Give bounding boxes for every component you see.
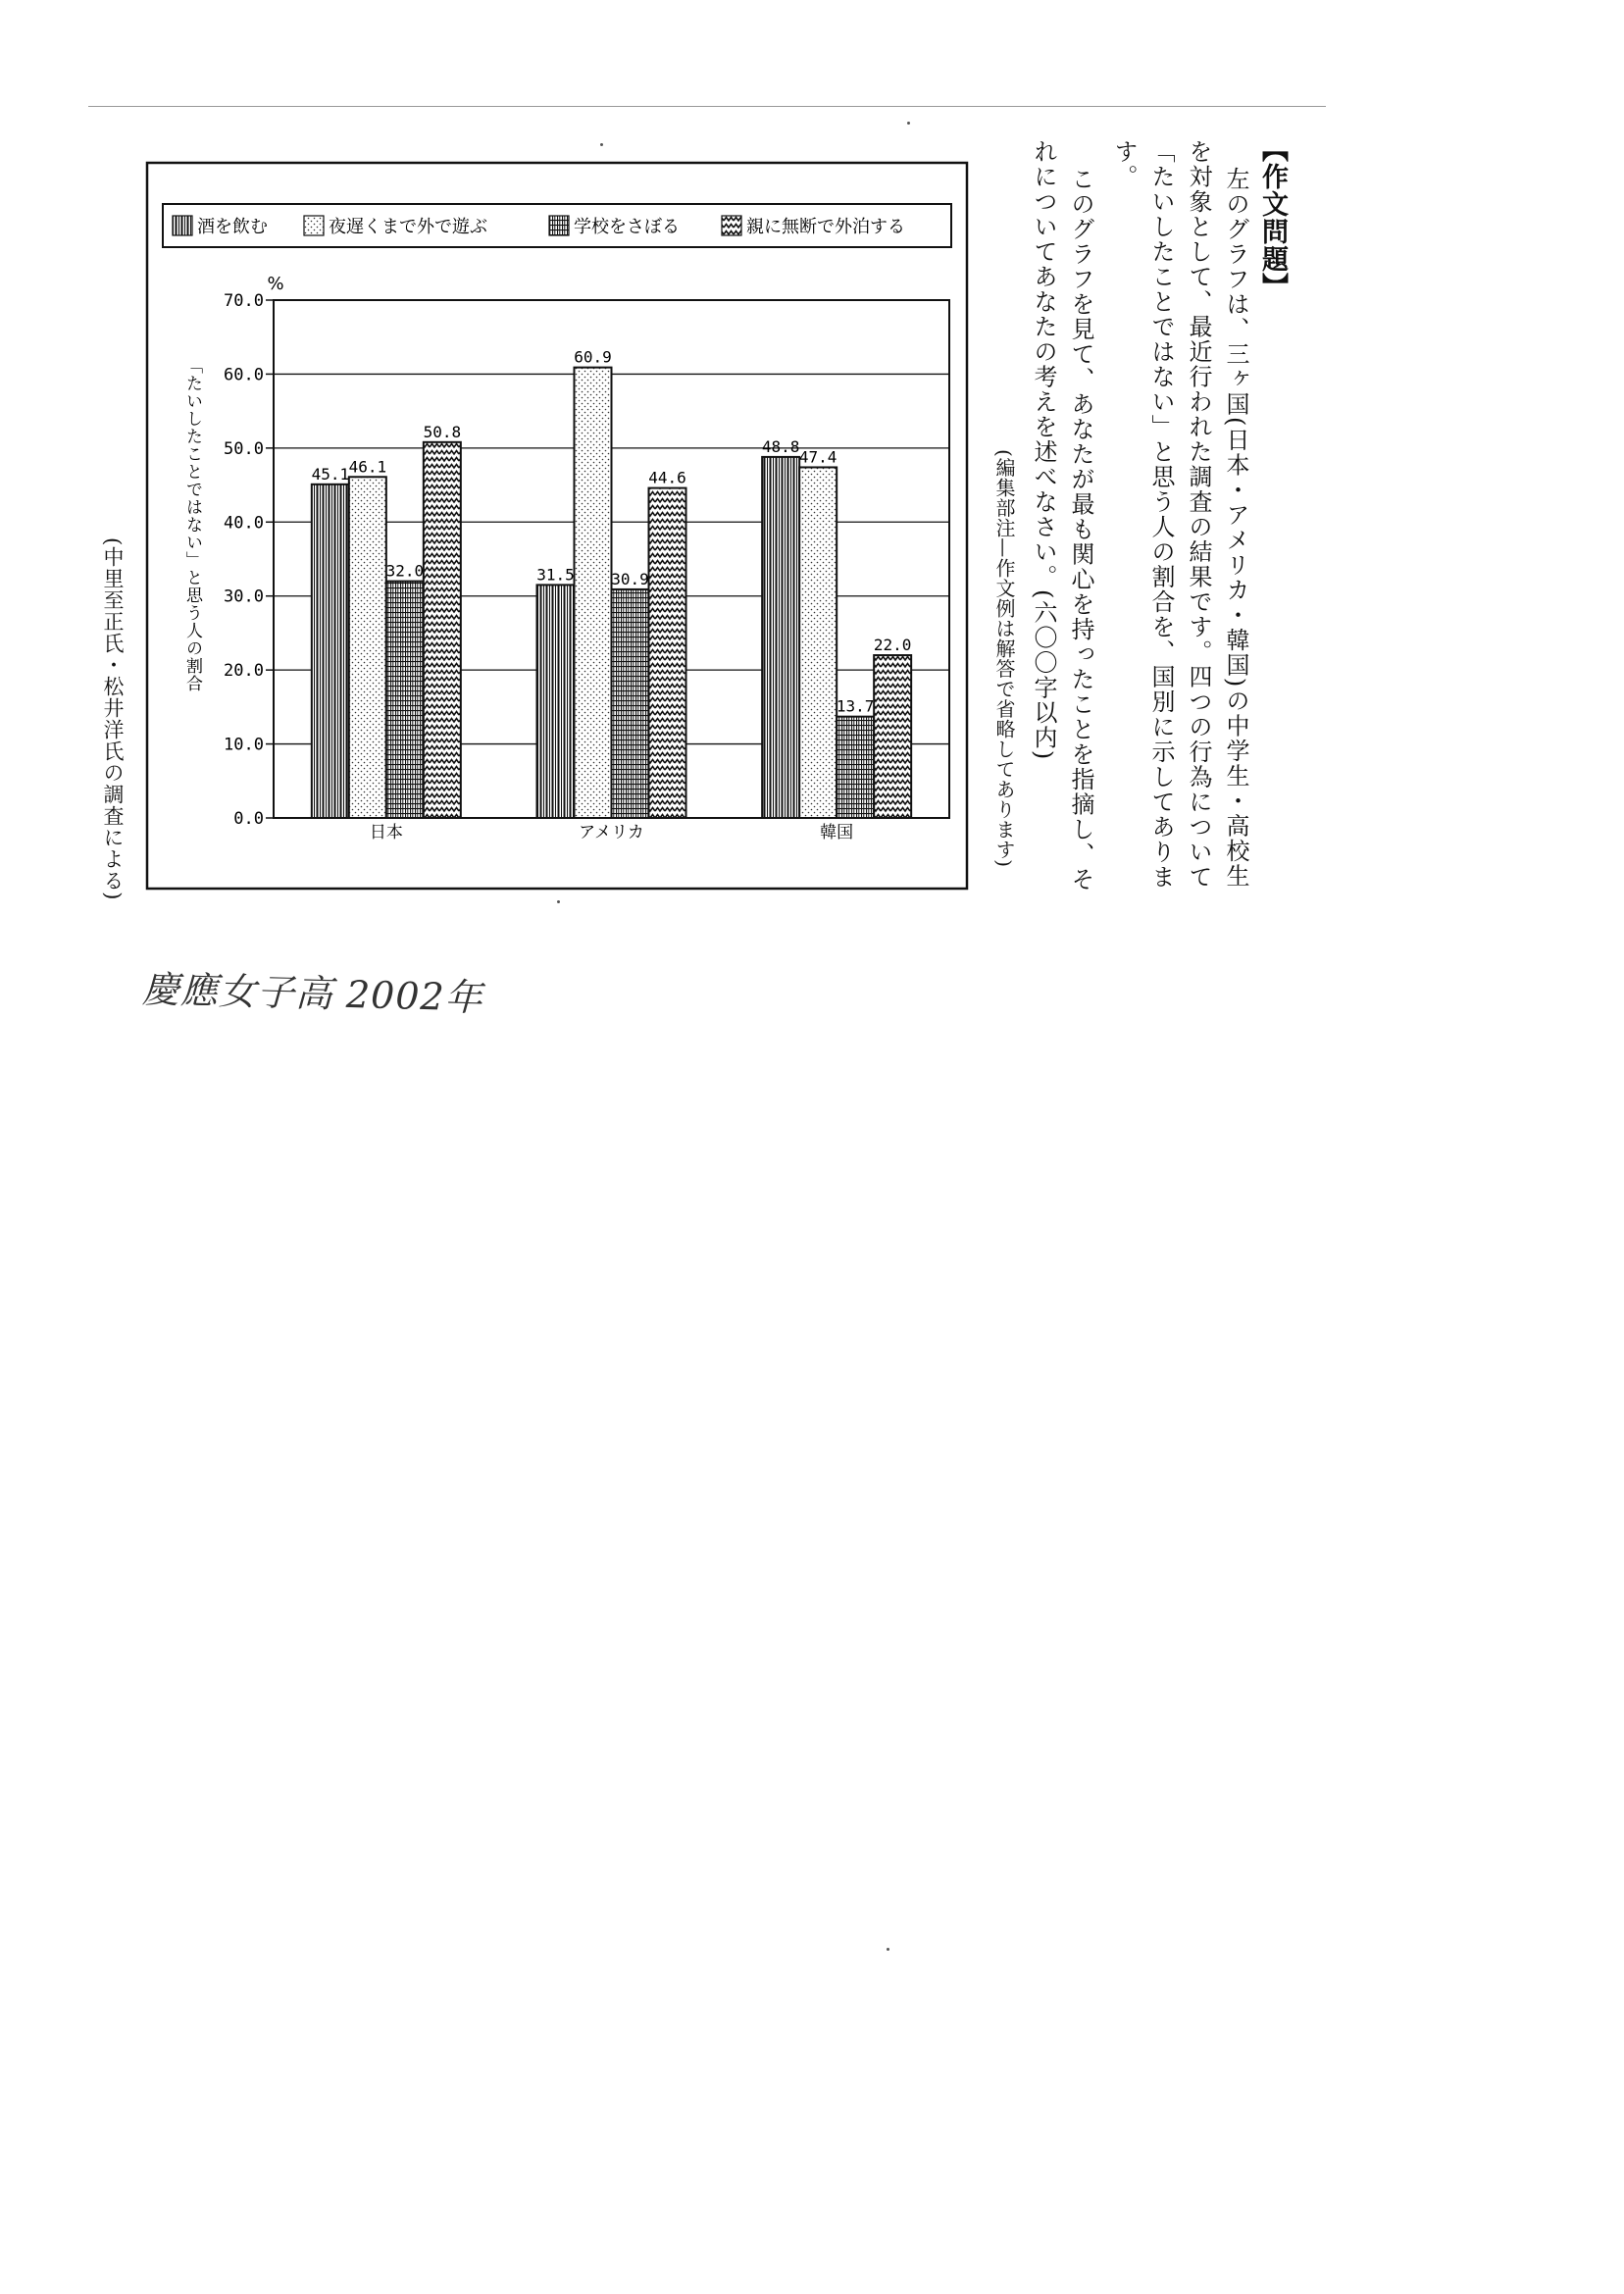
bar [424, 442, 461, 818]
y-tick-label: 50.0 [224, 438, 264, 459]
bar [649, 488, 686, 818]
scan-edge-line [88, 106, 1326, 107]
legend-label: 親に無断で外泊する [746, 217, 905, 237]
bar [537, 585, 575, 818]
bar [837, 717, 874, 818]
editor-note: (編集部注—作文例は解答で省略してあります) [992, 449, 1016, 868]
y-axis-title: 「たいしたことではない」と思う人の割合 [182, 357, 202, 692]
chart-bars [312, 348, 912, 842]
bar [386, 582, 424, 818]
bar-value-label: 30.9 [611, 569, 649, 588]
problem-text-line-6: れについてあなたの考えを述べなさい。(六〇〇字以内) [1030, 139, 1057, 761]
y-tick-label: 70.0 [224, 291, 264, 311]
y-tick-label: 30.0 [224, 586, 264, 607]
handwritten-note: 慶應女子高 2002年 [141, 967, 484, 1020]
source-note: (中里至正氏・松井洋氏の調査による) [101, 537, 125, 901]
problem-text-line-4: す。 [1110, 139, 1138, 189]
x-category-label: 韓国 [820, 823, 854, 842]
y-tick-label: 20.0 [224, 661, 264, 682]
bar-value-label: 45.1 [311, 464, 350, 484]
bar-chart [145, 161, 969, 891]
legend-label: 学校をさぼる [574, 217, 680, 237]
problem-text-line-1: 左のグラフは、三ヶ国(日本・アメリカ・韓国)の中学生・高校生 [1222, 167, 1249, 889]
scan-speck [600, 143, 603, 146]
bar-value-label: 22.0 [873, 636, 912, 655]
bar-value-label: 13.7 [836, 696, 875, 716]
bar-value-label: 32.0 [385, 561, 425, 581]
bar [312, 484, 349, 818]
bar-value-label: 48.8 [761, 436, 800, 456]
y-axis-unit: % [267, 274, 284, 294]
bar [874, 655, 911, 818]
bar [575, 368, 612, 818]
bar-value-label: 60.9 [574, 347, 612, 367]
bar-value-label: 44.6 [648, 468, 686, 487]
x-category-label: アメリカ [579, 823, 644, 842]
legend-swatch [549, 216, 569, 235]
legend-swatch [304, 216, 324, 235]
problem-text-line-2: を対象として、最近行われた調査の結果です。四つの行為について [1185, 139, 1212, 890]
legend-swatch [722, 216, 741, 235]
y-tick-label: 60.0 [224, 365, 264, 385]
legend-swatch [173, 216, 192, 235]
scan-speck [557, 900, 560, 903]
bar-value-label: 47.4 [798, 447, 837, 467]
y-tick-label: 10.0 [224, 735, 264, 755]
bar [612, 589, 649, 818]
bar [799, 467, 837, 818]
bar-value-label: 50.8 [423, 422, 462, 441]
problem-text-line-5: このグラフを見て、あなたが最も関心を持ったことを指摘し、そ [1067, 167, 1094, 892]
bar [349, 477, 386, 818]
bar-value-label: 31.5 [536, 565, 575, 585]
problem-heading: 【作文問題】 [1257, 135, 1288, 300]
x-category-label: 日本 [369, 823, 403, 842]
bar [762, 457, 799, 818]
scan-speck [887, 1948, 889, 1951]
legend-label: 酒を飲む [197, 217, 268, 237]
y-tick-label: 40.0 [224, 513, 264, 534]
scan-speck [907, 122, 910, 125]
chart-legend [163, 204, 951, 247]
legend-label: 夜遅くまで外で遊ぶ [329, 217, 487, 237]
problem-text-line-3: 「たいしたことではない」と思う人の割合を、国別に示してありま [1147, 139, 1175, 890]
bar-value-label: 46.1 [348, 457, 387, 477]
y-tick-label: 0.0 [233, 809, 264, 829]
